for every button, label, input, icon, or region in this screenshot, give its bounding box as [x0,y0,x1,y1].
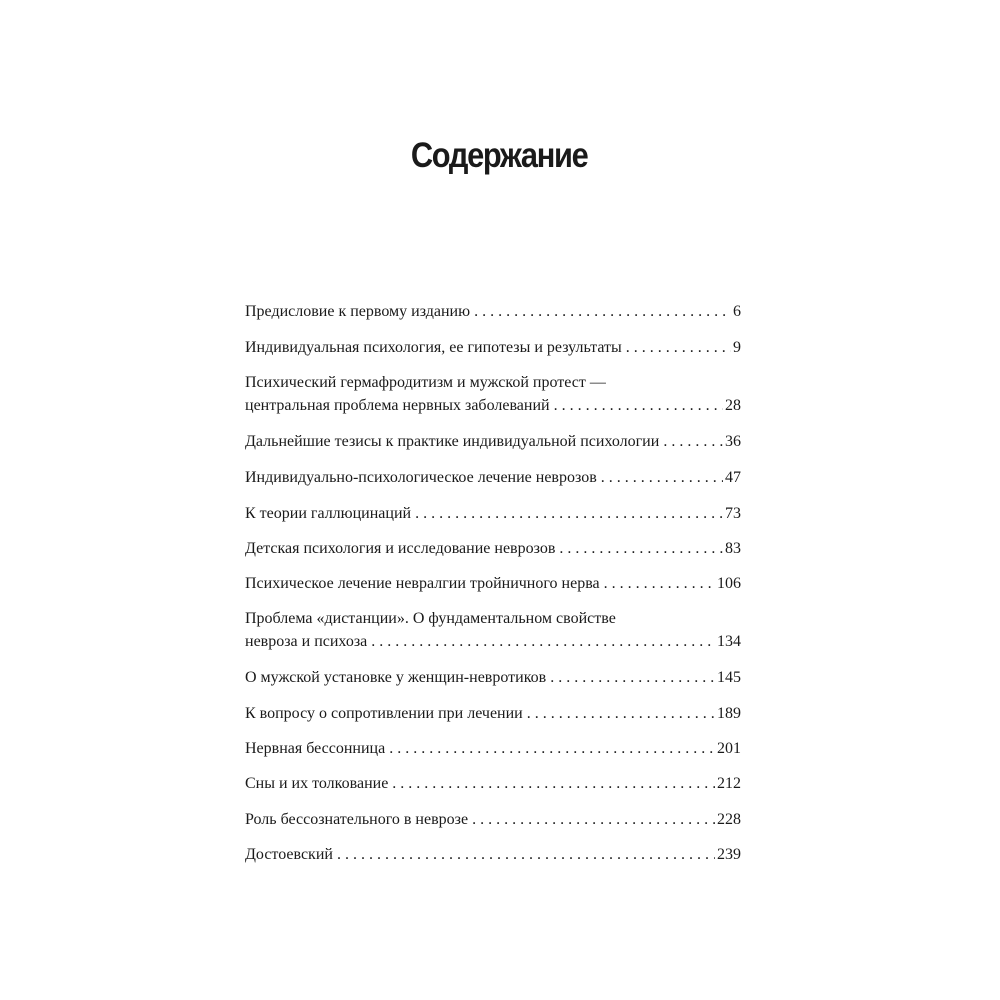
toc-page-number: 239 [717,846,741,863]
toc-page-number: 134 [717,633,741,650]
toc-leader-dots [392,772,715,795]
toc-entry-title: О мужской установке у женщин-невротиков [245,669,547,686]
toc-entry-title: Достоевский [245,846,333,863]
toc-entry-title: Дальнейшие тезисы к практике индивидуальной психологии [245,433,660,450]
toc-page-number: 47 [725,469,741,486]
toc-page-number: 9 [733,339,741,356]
toc-leader-dots [474,300,731,323]
toc-entry-title-line: Психический гермафродитизм и мужской протест — [245,374,606,391]
toc-leader-dots [389,737,715,760]
toc-page-number: 212 [717,775,741,792]
toc-entry [245,502,741,525]
toc-entry [245,737,741,760]
toc-entry-title: Индивидуально-психологическое лечение неврозов [245,469,597,486]
toc-page-number: 6 [733,303,741,320]
toc-entry-title: Нервная бессонница [245,740,386,757]
toc-leader-dots [371,630,715,653]
toc-page-number: 201 [717,740,741,757]
toc-entry [245,300,741,323]
page-title: Содержание [410,136,588,175]
toc-entry-title-line: Проблема «дистанции». О фундаментальном свойстве [245,610,616,627]
toc-entry [245,336,741,359]
toc-entry [245,843,741,866]
toc-entry [245,537,741,560]
toc-entry-title: К теории галлюцинаций [245,505,412,522]
toc-entry [245,702,741,725]
toc-entry-title: К вопросу о сопротивлении при лечении [245,705,523,722]
toc-leader-dots [663,430,723,453]
toc-entry-title: Индивидуальная психология, ее гипотезы и результаты [245,339,622,356]
toc-leader-dots [415,502,723,525]
toc-entry [245,371,741,417]
toc-entry [245,430,741,453]
toc-entry-title: Сны и их толкование [245,775,389,792]
toc-entry [245,607,741,653]
toc-page-number: 73 [725,505,741,522]
toc-page-number: 145 [717,669,741,686]
toc-leader-dots [604,572,715,595]
toc-entry [245,466,741,489]
toc-leader-dots [559,537,723,560]
toc-entry [245,666,741,689]
toc-page-number: 189 [717,705,741,722]
toc-page-number: 28 [725,397,741,414]
toc-entry-title: Роль бессознательного в неврозе [245,811,469,828]
toc-entry-title: Детская психология и исследование неврозов [245,540,556,557]
toc-entry-title: Психическое лечение невралгии тройничного нерва [245,575,600,592]
toc-leader-dots [337,843,715,866]
toc-leader-dots [626,336,731,359]
toc-page-number: 106 [717,575,741,592]
toc-leader-dots [527,702,715,725]
toc-page-number: 36 [725,433,741,450]
toc-leader-dots [472,808,715,831]
toc-entry-title: Предисловие к первому изданию [245,303,471,320]
toc-entry [245,808,741,831]
toc-entry [245,572,741,595]
toc-leader-dots [550,666,715,689]
toc-leader-dots [601,466,723,489]
toc-entry [245,772,741,795]
toc-entry-title: центральная проблема нервных заболеваний [245,397,550,414]
toc-entry-title: невроза и психоза [245,633,368,650]
toc-leader-dots [554,394,723,417]
toc-page-number: 83 [725,540,741,557]
toc-page-number: 228 [717,811,741,828]
